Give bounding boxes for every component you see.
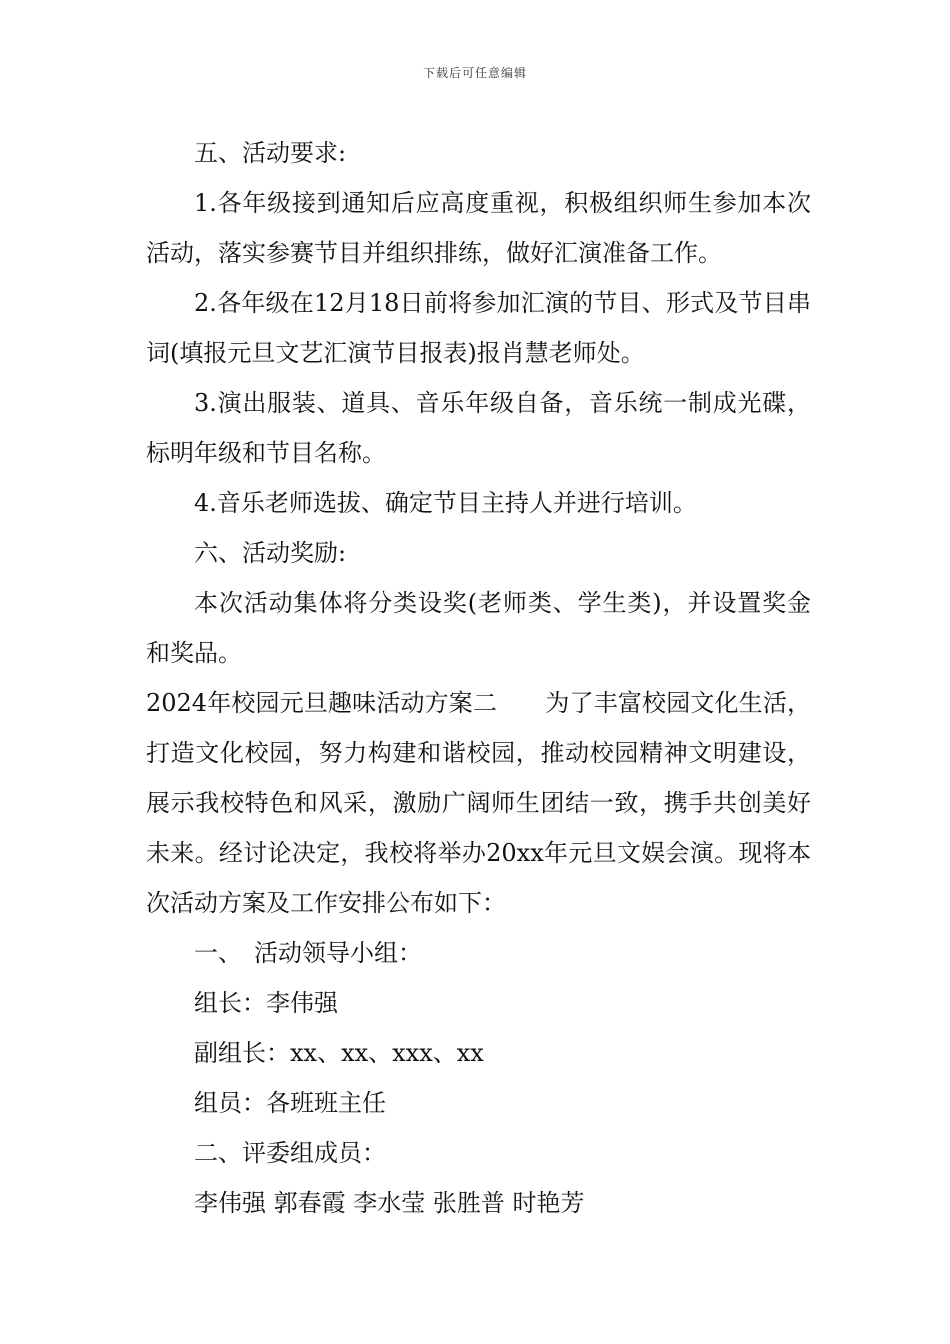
document-body [146,128,811,1228]
requirement-item-1: 1.各年级接到通知后应高度重视，积极组织师生参加本次活动，落实参赛节目并组织排练，做好汇演准备工作。 [146,189,811,267]
requirement-item-4: 4.音乐老师选拔、确定节目主持人并进行培训。 [194,489,697,517]
section-heading-requirements: 五、活动要求: [194,139,347,167]
leader-line: 组长：李伟强 [194,989,338,1017]
section-heading-judges: 二、评委组成员： [194,1139,386,1167]
members-line: 组员：各班班主任 [194,1089,386,1117]
section-heading-awards: 六、活动奖励: [194,539,347,567]
plan-two-intro-paragraph: 2024年校园元旦趣味活动方案二 为了丰富校园文化生活，打造文化校园，努力构建和谐校园，推动校园精神文明建设，展示我校特色和风采，激励广阔师生团结一致，携手共创美好未来。经讨论决定，我校将举办20xx年元旦文娱会演。现将本次活动方案及工作安排公布如下： [146,689,811,917]
requirement-item-3: 3.演出服装、道具、音乐年级自备，音乐统一制成光碟，标明年级和节目名称。 [146,389,811,467]
page-header: 下载后可任意编辑 [422,66,527,80]
judges-list: 李伟强 郭春霞 李水莹 张胜普 时艳芳 [194,1189,585,1217]
deputy-leader-line: 副组长：xx、xx、xxx、xx [194,1039,484,1067]
requirement-item-2: 2.各年级在12月18日前将参加汇演的节目、形式及节目串词(填报元旦文艺汇演节目报表)报肖慧老师处。 [146,289,811,367]
awards-paragraph: 本次活动集体将分类设奖(老师类、学生类)，并设置奖金和奖品。 [146,589,811,667]
section-heading-leadership: 一、 活动领导小组： [194,939,422,967]
